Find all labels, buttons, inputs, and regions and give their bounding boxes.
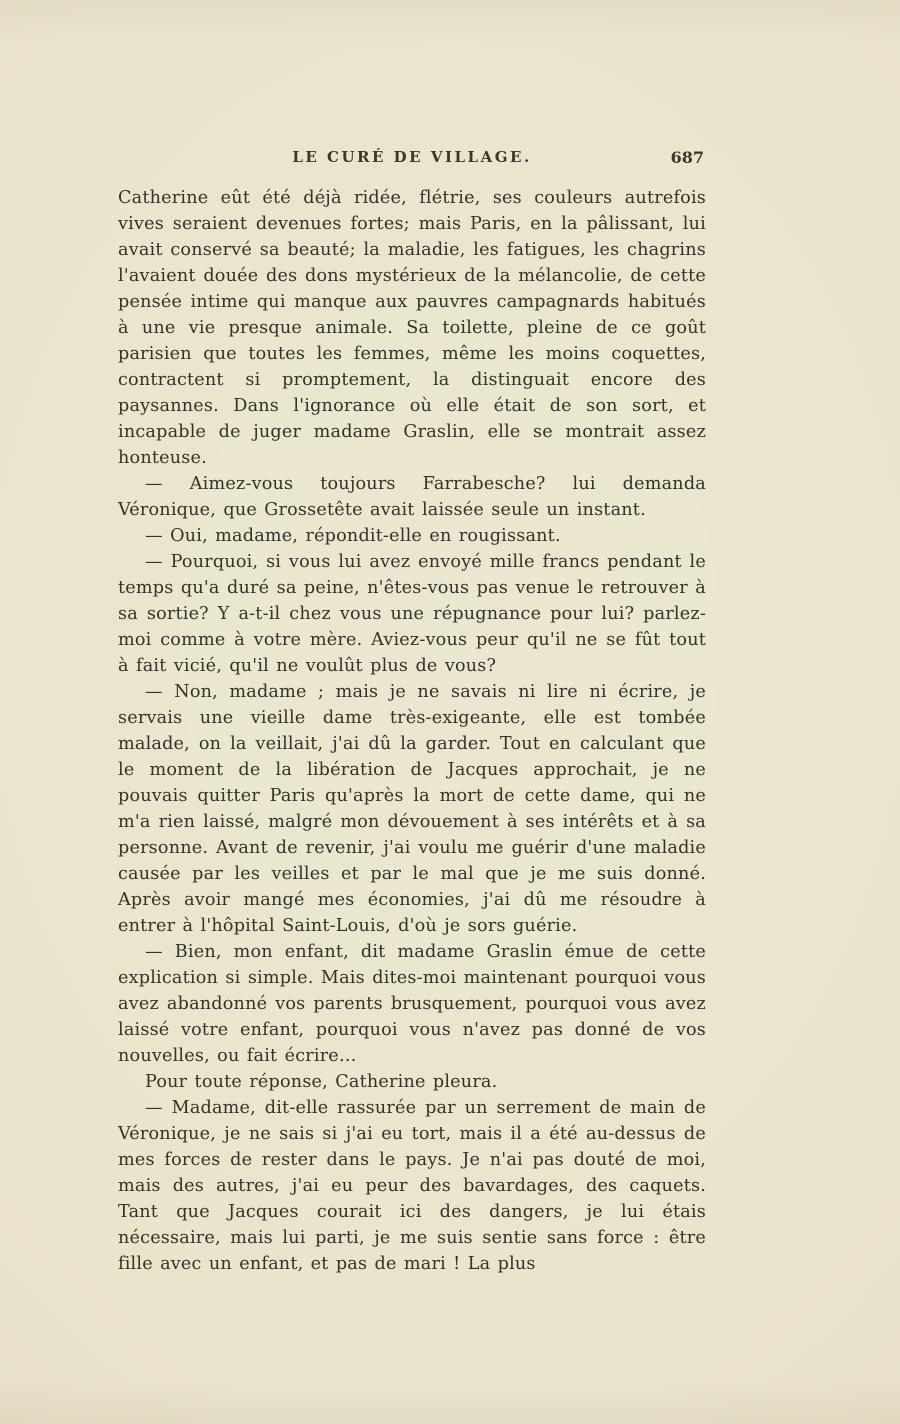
header-title: LE CURÉ DE VILLAGE. <box>292 148 532 166</box>
book-page <box>118 148 706 1277</box>
paragraph: — Non, madame ; mais je ne savais ni lire ni écrire, je servais une vieille dame très-exigeante, elle est tombée malade, on la veillait, j'ai dû la garder. Tout en calculant que le moment de la libération de Jacques approchait, je ne pouvais quitter Paris qu'après la mort de cette dame, qui ne m'a rien laissé, malgré mon dévouement à ses intérêts et à sa personne. Avant de revenir, j'ai voulu me guérir d'une maladie causée par les veilles et par le mal que je me suis donné. Après avoir mangé mes économies, j'ai dû me résoudre à entrer à l'hôpital Saint-Louis, d'où je sors guérie. <box>118 682 706 936</box>
paragraph: — Madame, dit-elle rassurée par un serrement de main de Véronique, je ne sais si j'ai eu tort, mais il a été au-dessus de mes forces de rester dans le pays. Je n'ai pas douté de moi, mais des autres, j'ai eu peur des bavardages, des caquets. Tant que Jacques courait ici des dangers, je lui étais nécessaire, mais lui parti, je me suis sentie sans force : être fille avec un enfant, et pas de mari ! La plus <box>118 1098 706 1274</box>
paragraph: — Pourquoi, si vous lui avez envoyé mille francs pendant le temps qu'a duré sa peine, n'êtes-vous pas venue le retrouver à sa sortie? Y a-t-il chez vous une répugnance pour lui? parlez-moi comme à votre mère. Aviez-vous peur qu'il ne se fût tout à fait vicié, qu'il ne voulût plus de vous? <box>118 552 706 676</box>
running-header <box>118 148 706 172</box>
paragraph: — Bien, mon enfant, dit madame Graslin émue de cette explication si simple. Mais dites-moi maintenant pourquoi vous avez abandonné vos parents brusquement, pourquoi vous avez laissé votre enfant, pourquoi vous n'avez pas donné de vos nouvelles, ou fait écrire… <box>118 942 706 1066</box>
page-number: 687 <box>670 148 704 167</box>
paragraph: — Aimez-vous toujours Farrabesche? lui demanda Véronique, que Grossetête avait laissée seule un instant. <box>118 474 706 520</box>
paragraph: — Oui, madame, répondit-elle en rougissant. <box>145 526 561 546</box>
paragraph: Catherine eût été déjà ridée, flétrie, ses couleurs autrefois vives seraient devenues fortes; mais Paris, en la pâlissant, lui avait conservé sa beauté; la maladie, les fatigues, les chagrins l'avaient douée des dons mystérieux de la mélancolie, de cette pensée intime qui manque aux pauvres campagnards habitués à une vie presque animale. Sa toilette, pleine de ce goût parisien que toutes les femmes, même les moins coquettes, contractent si promptement, la distinguait encore des paysannes. Dans l'ignorance où elle était de son sort, et incapable de juger madame Graslin, elle se montrait assez honteuse. <box>118 188 706 468</box>
paragraph: Pour toute réponse, Catherine pleura. <box>145 1072 498 1092</box>
text-block <box>118 185 706 1277</box>
